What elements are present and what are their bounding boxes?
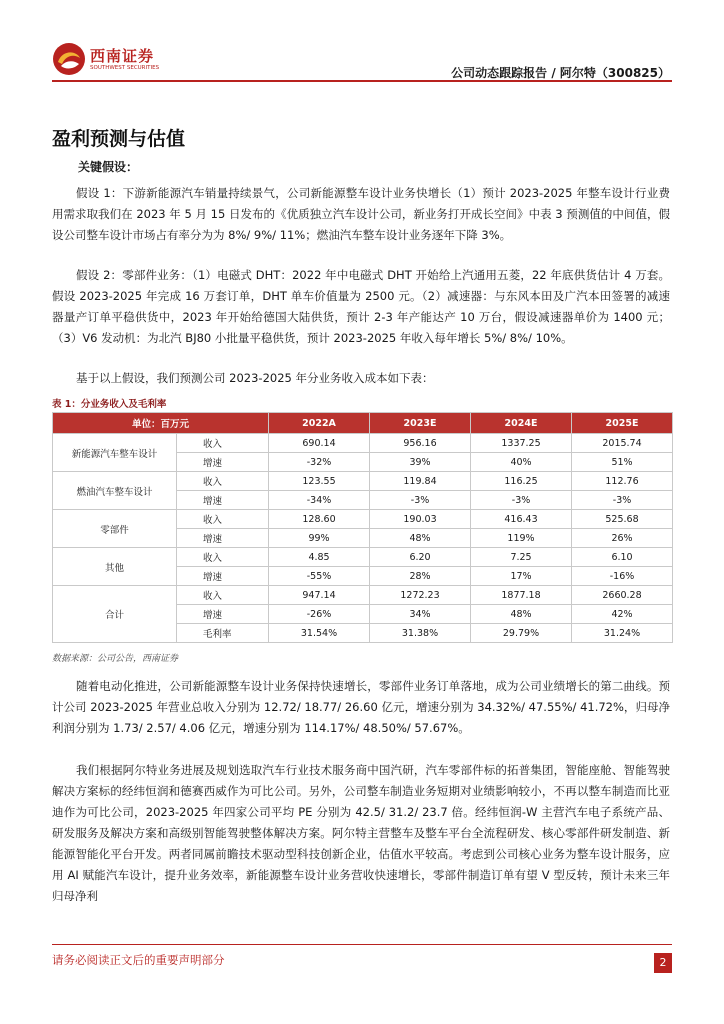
table-cell: -3% bbox=[471, 491, 572, 510]
logo-mark-icon bbox=[52, 42, 86, 76]
metric-label: 增速 bbox=[177, 453, 269, 472]
table-cell: 119.84 bbox=[370, 472, 471, 491]
table-cell: 416.43 bbox=[471, 510, 572, 529]
table-cell: 39% bbox=[370, 453, 471, 472]
metric-label: 增速 bbox=[177, 529, 269, 548]
table-cell: 34% bbox=[370, 605, 471, 624]
table-cell: -55% bbox=[269, 567, 370, 586]
metric-label: 收入 bbox=[177, 472, 269, 491]
segment-label: 燃油汽车整车设计 bbox=[53, 472, 177, 510]
metric-label: 增速 bbox=[177, 567, 269, 586]
footer-divider bbox=[52, 944, 672, 945]
metric-label: 收入 bbox=[177, 548, 269, 567]
company-logo bbox=[52, 42, 172, 76]
table-cell: 48% bbox=[370, 529, 471, 548]
table-row bbox=[53, 510, 673, 529]
table-cell: 7.25 bbox=[471, 548, 572, 567]
footer-disclaimer: 请务必阅读正文后的重要声明部分 bbox=[52, 953, 225, 967]
table-cell: 123.55 bbox=[269, 472, 370, 491]
unit-header: 单位：百万元 bbox=[53, 413, 269, 434]
table-cell: 17% bbox=[471, 567, 572, 586]
table-cell: 31.24% bbox=[572, 624, 673, 643]
segment-label: 合计 bbox=[53, 586, 177, 643]
table-cell: 2660.28 bbox=[572, 586, 673, 605]
year-header: 2025E bbox=[572, 413, 673, 434]
paragraph-assumption-2: 假设 2：零部件业务：（1）电磁式 DHT：2022 年中电磁式 DHT 开始给上汽通用五菱，22 年底供货估计 4 万套。假设 2023-2025 年完成 16 万套订单，DHT 单车价值量为 2500 元。（2）减速器：与东风本田及广汽本田签署的减速器量产订单平稳供货中，2023 年开始给德国大陆供货，预计 2-3 年产能达产 10 万台，假设减速器单价为 1400 元；（3）V6 发动机：为北汽 BJ80 小批量平稳供货，预计 2023-2025 年收入每年增长 5%/ 8%/ 10%。 bbox=[52, 268, 670, 345]
segment-label: 其他 bbox=[53, 548, 177, 586]
table-cell: 99% bbox=[269, 529, 370, 548]
table-cell: 1337.25 bbox=[471, 434, 572, 453]
revenue-table bbox=[52, 412, 673, 643]
paragraph-forecast: 随着电动化推进，公司新能源整车设计业务保持快速增长，零部件业务订单落地，成为公司业绩增长的第二曲线。预计公司 2023-2025 年营业总收入分别为 12.72/ 18.77/ 26.60 亿元，增速分别为 34.32%/ 47.55%/ 41.72%，归母净利润分别为 1.73/ 2.57/ 4.06 亿元，增速分别为 114.17%/ 48.50%/ 57.67%。 bbox=[52, 679, 670, 735]
table-row bbox=[53, 434, 673, 453]
table-row bbox=[53, 548, 673, 567]
table-caption: 表 1：分业务收入及毛利率 bbox=[52, 399, 167, 410]
table-cell: 190.03 bbox=[370, 510, 471, 529]
table-cell: 956.16 bbox=[370, 434, 471, 453]
metric-label: 收入 bbox=[177, 434, 269, 453]
table-cell: 690.14 bbox=[269, 434, 370, 453]
section-title: 盈利预测与估值 bbox=[52, 128, 186, 150]
metric-label: 毛利率 bbox=[177, 624, 269, 643]
table-cell: 525.68 bbox=[572, 510, 673, 529]
table-header-row bbox=[53, 413, 673, 434]
table-cell: 1877.18 bbox=[471, 586, 572, 605]
paragraph-valuation: 我们根据阿尔特业务进展及规划选取汽车行业技术服务商中国汽研，汽车零部件标的拓普集团，智能座舱、智能驾驶解决方案标的经纬恒润和德赛西威作为可比公司。另外，公司整车制造业务短期对业绩影响较小，不再以整车制造而比亚迪作为可比公司，2023-2025 年四家公司平均 PE 分别为 42.5/ 31.2/ 23.7 倍。经纬恒润-W 主营汽车电子系统产品、研发服务及解决方案和高级别智能驾驶整体解决方案。阿尔特主营整车及整车平台全流程研发、核心零部件研发制造、新能源智能化平台开发。两者同属前瞻技术驱动型科技创新企业，估值水平较高。考虑到公司核心业务为整车设计服务，应用 AI 赋能汽车设计，提升业务效率，新能源整车设计业务营收快速增长，零部件制造订单有望 V 型反转，预计未来三年归母净利 bbox=[52, 763, 670, 903]
table-cell: 26% bbox=[572, 529, 673, 548]
logo-name-en: SOUTHWEST SECURITIES bbox=[90, 65, 160, 71]
table-cell: 1272.23 bbox=[370, 586, 471, 605]
table-cell: -34% bbox=[269, 491, 370, 510]
table-cell: -32% bbox=[269, 453, 370, 472]
table-cell: 31.38% bbox=[370, 624, 471, 643]
table-cell: 31.54% bbox=[269, 624, 370, 643]
table-cell: 29.79% bbox=[471, 624, 572, 643]
table-cell: 116.25 bbox=[471, 472, 572, 491]
year-header: 2023E bbox=[370, 413, 471, 434]
segment-label: 零部件 bbox=[53, 510, 177, 548]
table-cell: 119% bbox=[471, 529, 572, 548]
table-cell: 112.76 bbox=[572, 472, 673, 491]
table-cell: 28% bbox=[370, 567, 471, 586]
table-cell: 2015.74 bbox=[572, 434, 673, 453]
table-cell: 48% bbox=[471, 605, 572, 624]
table-cell: 6.10 bbox=[572, 548, 673, 567]
table-cell: 6.20 bbox=[370, 548, 471, 567]
metric-label: 收入 bbox=[177, 586, 269, 605]
table-cell: 4.85 bbox=[269, 548, 370, 567]
table-row bbox=[53, 586, 673, 605]
metric-label: 增速 bbox=[177, 605, 269, 624]
year-header: 2022A bbox=[269, 413, 370, 434]
key-assumptions-heading: 关键假设： bbox=[78, 160, 139, 174]
table-cell: 947.14 bbox=[269, 586, 370, 605]
segment-label: 新能源汽车整车设计 bbox=[53, 434, 177, 472]
table-source-note: 数据来源：公司公告，西南证券 bbox=[52, 654, 179, 664]
paragraph-assumption-1: 假设 1：下游新能源汽车销量持续景气，公司新能源整车设计业务快增长（1）预计 2023-2025 年整车设计行业费用需求取我们在 2023 年 5 月 15 日发布的《优质独立汽车设计公司，新业务打开成长空间》中表 3 预测值的中间值，假设公司整车设计市场占有率分为为 8%/ 9%/ 11%；燃油汽车整车设计业务逐年下降 3%。 bbox=[52, 186, 670, 242]
table-cell: 42% bbox=[572, 605, 673, 624]
table-cell: -3% bbox=[370, 491, 471, 510]
table-cell: -26% bbox=[269, 605, 370, 624]
table-cell: 128.60 bbox=[269, 510, 370, 529]
table-cell: 40% bbox=[471, 453, 572, 472]
paragraph-table-intro: 基于以上假设，我们预测公司 2023-2025 年分业务收入成本如下表： bbox=[76, 371, 434, 385]
table-row bbox=[53, 472, 673, 491]
metric-label: 增速 bbox=[177, 491, 269, 510]
year-header: 2024E bbox=[471, 413, 572, 434]
logo-name-cn: 西南证券 bbox=[90, 47, 155, 65]
table-cell: -3% bbox=[572, 491, 673, 510]
header-divider bbox=[52, 80, 672, 82]
table-cell: -16% bbox=[572, 567, 673, 586]
metric-label: 收入 bbox=[177, 510, 269, 529]
report-title: 公司动态跟踪报告 / 阿尔特（300825） bbox=[451, 66, 670, 80]
page-number: 2 bbox=[654, 953, 672, 973]
table-cell: 51% bbox=[572, 453, 673, 472]
